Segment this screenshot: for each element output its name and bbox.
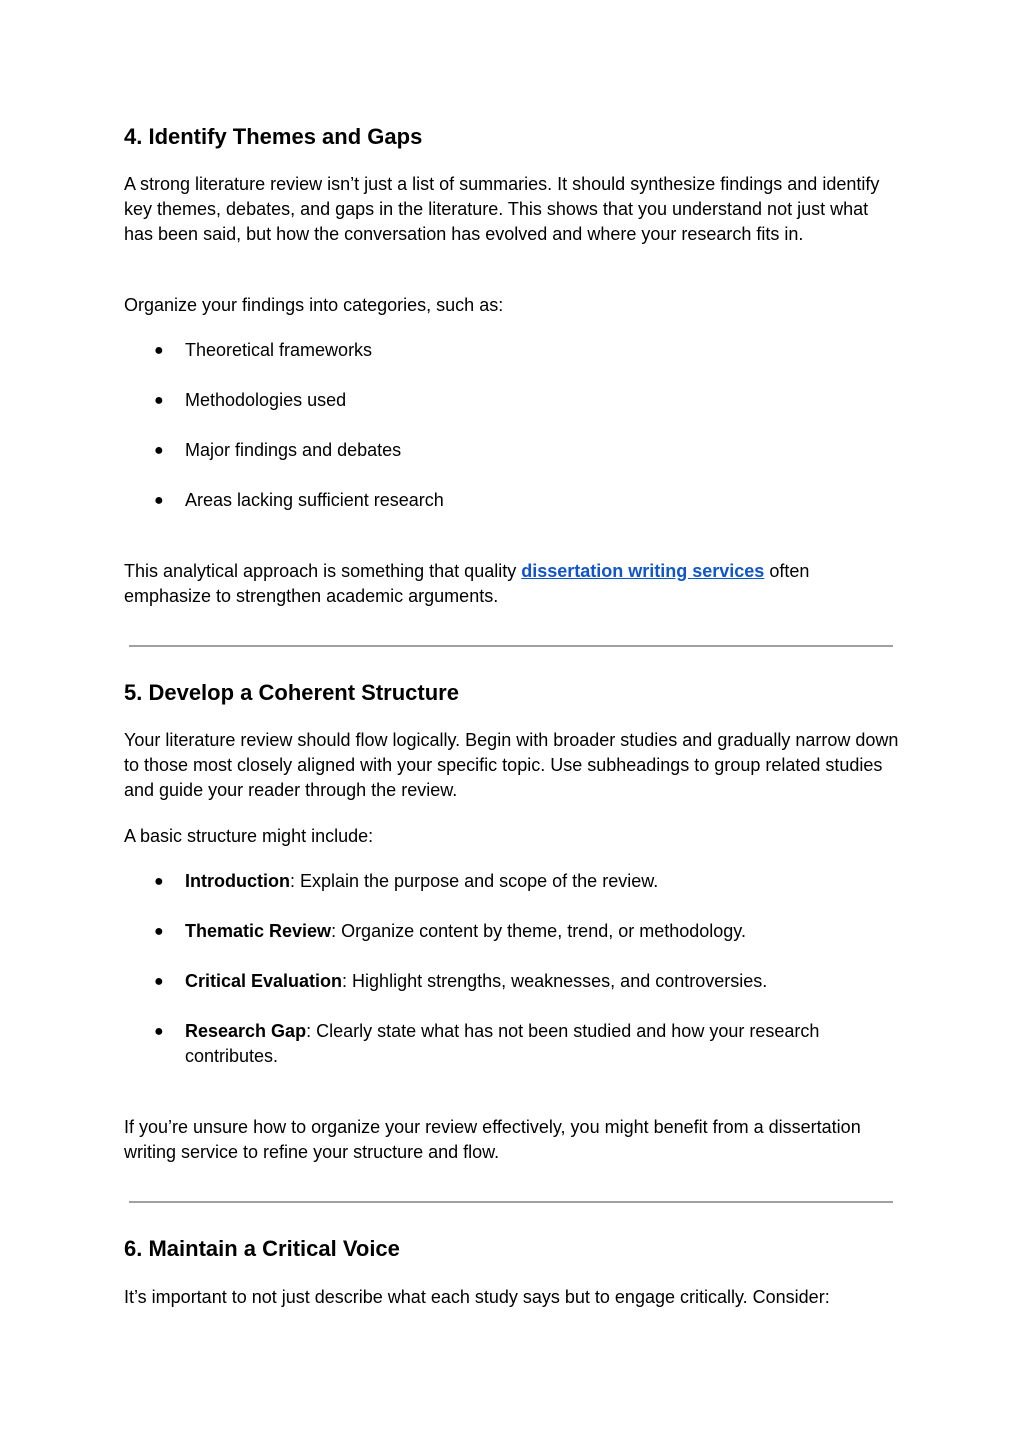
section-4-heading: 4. Identify Themes and Gaps [124, 124, 423, 149]
list-item-term: Critical Evaluation [185, 971, 343, 991]
list-item-text: Theoretical frameworks [185, 340, 373, 360]
section-5-structure-paragraph: A basic structure might include: [124, 826, 374, 846]
list-item-term: Introduction [185, 871, 290, 891]
section-6-heading: 6. Maintain a Critical Voice [124, 1236, 400, 1261]
bullet-icon: ● [154, 1023, 164, 1040]
section-4-categories-paragraph: Organize your findings into categories, such as: [124, 295, 504, 315]
bullet-icon: ● [154, 342, 164, 359]
closing-text-after-link: often emphasize to strengthen academic arguments. [124, 561, 810, 606]
bullet-icon: ● [154, 442, 164, 459]
section-5-closing-paragraph: If you’re unsure how to organize your review effectively, you might benefit from a dissertation writing service to refine your structure and flow. [124, 1117, 861, 1162]
section-5-heading: 5. Develop a Coherent Structure [124, 680, 459, 705]
list-item-text: Major findings and debates [185, 440, 402, 460]
list-item-description: : Highlight strengths, weaknesses, and controversies. [342, 971, 768, 991]
dissertation-writing-services-link[interactable]: dissertation writing services [521, 561, 765, 581]
bullet-icon: ● [154, 873, 164, 890]
list-item-text [185, 1019, 885, 1069]
horizontal-divider [129, 1201, 893, 1203]
list-item-description: : Clearly state what has not been studied and how your research contributes. [185, 1021, 820, 1066]
section-4-closing-paragraph [124, 559, 900, 609]
list-item-term: Thematic Review [185, 921, 332, 941]
list-item-term: Research Gap [185, 1021, 307, 1041]
section-6-intro-paragraph: It’s important to not just describe what each study says but to engage critically. Consider: [124, 1287, 830, 1307]
list-item-text: Areas lacking sufficient research [185, 490, 444, 510]
section-5-intro-paragraph: Your literature review should flow logically. Begin with broader studies and gradually narrow down to those most closely aligned with your specific topic. Use subheadings to group related studies and guide your reader through the review. [124, 730, 899, 800]
bullet-icon: ● [154, 492, 164, 509]
bullet-icon: ● [154, 392, 164, 409]
bullet-icon: ● [154, 923, 164, 940]
horizontal-divider [129, 645, 893, 647]
list-item-text [185, 869, 885, 894]
list-item-text [185, 919, 885, 944]
closing-text-before-link: This analytical approach is something that quality [124, 561, 522, 581]
bullet-icon: ● [154, 973, 164, 990]
list-item-text: Methodologies used [185, 390, 347, 410]
list-item-description: : Organize content by theme, trend, or methodology. [331, 921, 746, 941]
section-4-intro-paragraph: A strong literature review isn’t just a list of summaries. It should synthesize findings and identify key themes, debates, and gaps in the literature. This shows that you understand not just what has been said, but how the conversation has evolved and where your research fits in. [124, 174, 880, 244]
list-item-description: : Explain the purpose and scope of the review. [289, 871, 659, 891]
list-item-text [185, 969, 885, 994]
